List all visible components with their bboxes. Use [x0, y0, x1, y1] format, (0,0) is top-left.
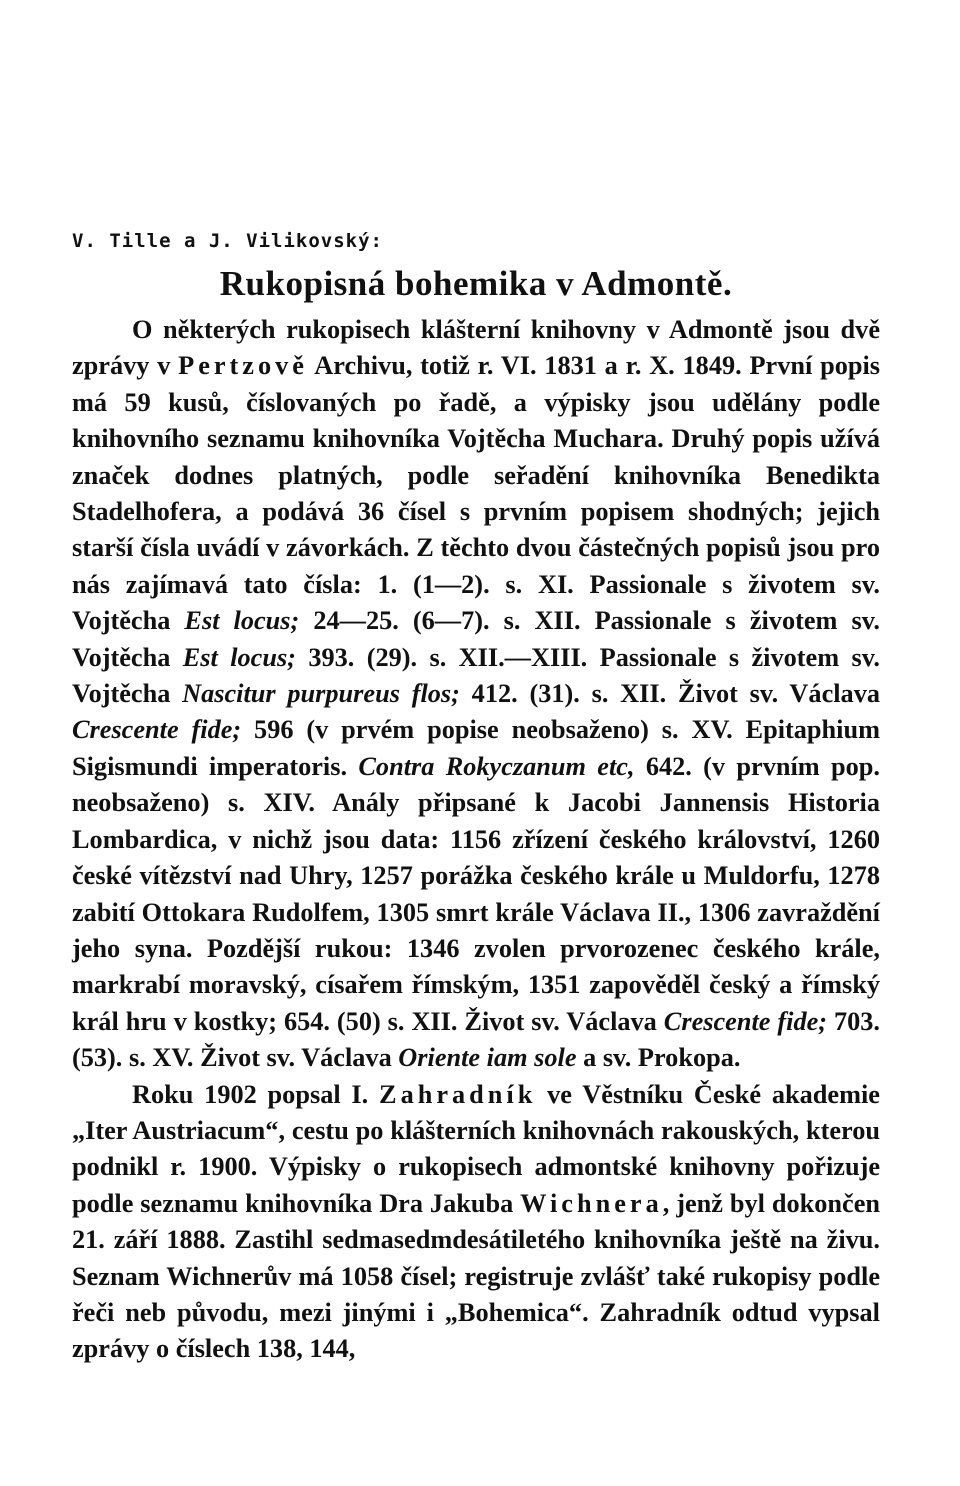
p1-text-6: 596 (v prvém popise neobsaženo) s. XV. Epitaphium Sigismundi imperatoris. — [72, 715, 880, 781]
p1-text-8: 703. (53). s. XV. Život sv. Václava — [72, 1006, 881, 1073]
p1-text-2: Archivu, totiž r. VI. 1831 a r. X. 1849. První popis má 59 kusů, číslovaných po řadě, a výpisky jsou udělány podle knihovního seznamu knihovníka Vojtěcha Muchara. Druhý popis užívá značek dodnes platných, podle seřadění knihovníka Benedikta Stadelhofera, a podává 36 čísel s prvním popisem shodných; jejich starší čísla uvádí v závorkách. Z těchto dvou částečných popisů jsou pro nás zajímavá tato čísla: 1. (1—2). s. XI. Passionale s životem sv. Vojtěcha — [72, 351, 881, 636]
p1-italic-2: Est locus; — [182, 642, 296, 672]
p2-text-1: Roku 1902 popsal I. — [132, 1079, 380, 1109]
p1-italic-6: Crescente fide; — [663, 1006, 828, 1036]
page — [72, 228, 880, 1368]
p1-text-7: 642. (v prvním pop. neobsaženo) s. XIV. Anály připsané k Jacobi Jannensis Historia Lombardica, v nichž jsou data: 1156 zřízení českého království, 1260 české vítězství nad Uhry, 1257 porážka českého krále u Muldorfu, 1278 zabití Ottokara Rudolfem, 1305 smrt krále Václava II., 1306 zavraždění jeho syna. Pozdější rukou: 1346 zvolen prvorozenec českého krále, markrabí moravský, císařem římským, 1351 zapověděl český a římský král hru v kostky; 654. (50) s. XII. Život sv. Václava — [72, 751, 880, 1036]
p1-spaced-pertz: Pertzově — [178, 351, 308, 381]
p2-text-2: ve Věstníku České akademie „Iter Austriacum“, cestu po klášterních knihovnách rakouských, kterou podnikl r. 1900. Výpisky o rukopisech admontské knihovny pořizuje podle seznamu knihovníka Dra Jakuba — [72, 1079, 880, 1218]
p1-text-3: 24—25. (6—7). s. XII. Passionale s životem sv. Vojtěcha — [72, 606, 880, 672]
p1-text-1: O některých rukopisech klášterní knihovny v Admontě jsou dvě zprávy v — [72, 315, 880, 381]
article-title: Rukopisná bohemika v Admontě. — [219, 264, 733, 303]
p1-text-9: a sv. Prokopa. — [576, 1043, 741, 1073]
authors-line: V. Tille a J. Vilikovský: — [72, 230, 383, 252]
p1-italic-5: Contra Rokyczanum etc, — [358, 751, 635, 781]
p1-text-5: 412. (31). s. XII. Život sv. Václava — [459, 679, 880, 709]
p2-text-3: , jenž byl dokončen 21. září 1888. Zastihl sedmasedmdesátiletého knihovníka ještě na živu. Seznam Wichnerův má 1058 čísel; registruje zvlášť také rukopisy podle řeči neb původu, mezi jinými i „Bohemica“. Zahradník odtud vypsal zprávy o číslech 138, 144, — [72, 1188, 880, 1364]
p1-italic-7: Oriente iam sole — [398, 1043, 577, 1073]
p1-italic-4: Crescente fide; — [72, 715, 242, 745]
p1-text-4: 393. (29). s. XII.—XIII. Passionale s životem sv. Vojtěcha — [72, 642, 880, 709]
p2-spaced-zahradnik: Zahradník — [379, 1079, 537, 1109]
paragraph-1 — [72, 312, 880, 1077]
p2-spaced-wichnera: Wichnera — [520, 1188, 663, 1218]
p1-italic-1: Est locus; — [184, 606, 300, 636]
paragraph-2 — [72, 1077, 880, 1368]
p1-italic-3: Nascitur purpureus flos; — [182, 679, 460, 709]
